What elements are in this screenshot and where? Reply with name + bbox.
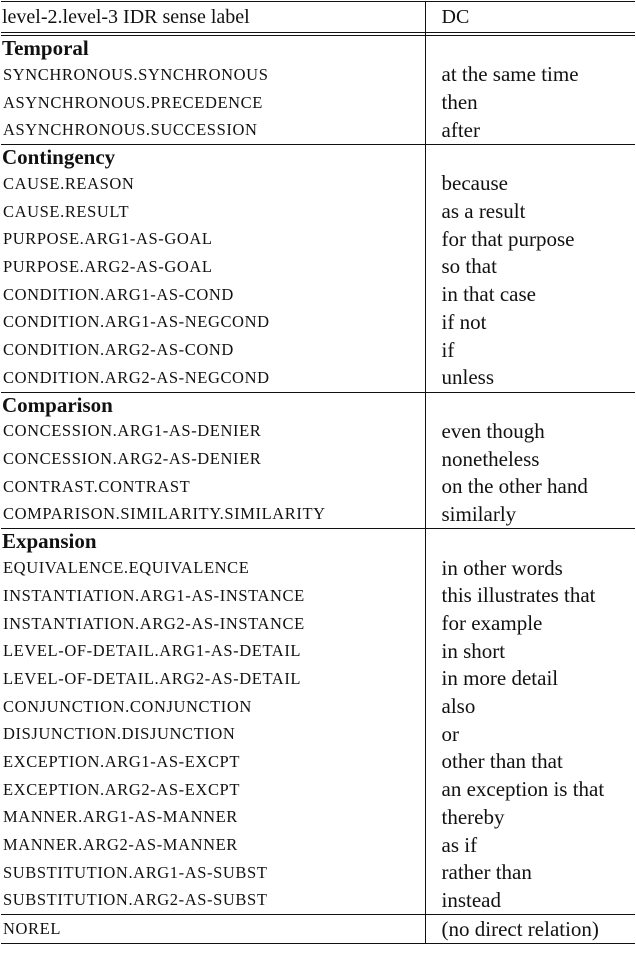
dc-value: nonetheless [441,446,540,471]
group-header-row [1,392,635,418]
table-row [1,116,635,144]
dc-value: an exception is that [441,777,605,802]
table-row [1,831,635,859]
sense-label: CAUSE.REASON [1,170,425,198]
group-header-row [1,145,635,171]
dc-value: on the other hand [441,474,588,499]
sense-label: COMPARISON.SIMILARITY.SIMILARITY [1,501,425,529]
sense-label: INSTANTIATION.ARG2-AS-INSTANCE [1,610,425,638]
header-dc: DC [425,2,635,33]
table-row [1,554,635,582]
dc-value: instead [441,887,501,912]
header-sense-label: level-2.level-3 IDR sense label [1,2,425,33]
dc-value: in more detail [441,666,559,691]
sense-label: PURPOSE.ARG2-AS-GOAL [1,253,425,281]
sense-label: CONDITION.ARG1-AS-COND [1,281,425,309]
dc-value: similarly [441,501,517,526]
table-row [1,473,635,501]
dc-value: as if [441,832,478,857]
dc-value: then [441,90,478,115]
table-row [1,582,635,610]
sense-label: EQUIVALENCE.EQUIVALENCE [1,554,425,582]
table-header-row [1,2,635,33]
group-name: Expansion [1,529,425,555]
sense-label: SYNCHRONOUS.SYNCHRONOUS [1,61,425,89]
table-row [1,887,635,915]
group-name: Contingency [1,145,425,171]
table-row [1,336,635,364]
sense-label: LEVEL-OF-DETAIL.ARG1-AS-DETAIL [1,637,425,665]
norel-row [1,915,635,944]
table-row [1,637,635,665]
group-header-row [1,36,635,62]
dc-value: after [441,117,480,142]
table-row [1,281,635,309]
sense-label: CONDITION.ARG1-AS-NEGCOND [1,309,425,337]
table-row [1,665,635,693]
sense-label: CONTRAST.CONTRAST [1,473,425,501]
dc-value: in other words [441,555,563,580]
table-body [1,2,635,944]
dc-value: even though [441,418,545,443]
table-row [1,225,635,253]
dc-value: also [441,694,476,719]
dc-value: for example [441,611,543,636]
sense-label: EXCEPTION.ARG2-AS-EXCPT [1,776,425,804]
table-row [1,418,635,446]
dc-value: rather than [441,860,532,885]
page [0,1,636,957]
table-row [1,309,635,337]
sense-label: MANNER.ARG2-AS-MANNER [1,831,425,859]
sense-label: SUBSTITUTION.ARG2-AS-SUBST [1,887,425,915]
sense-label: INSTANTIATION.ARG1-AS-INSTANCE [1,582,425,610]
sense-label: NOREL [1,915,425,944]
dc-value: as a result [441,199,526,224]
sense-label: CONCESSION.ARG1-AS-DENIER [1,418,425,446]
table-row [1,748,635,776]
table-row [1,253,635,281]
dc-value: this illustrates that [441,583,596,608]
table-row [1,610,635,638]
sense-label: CONDITION.ARG2-AS-COND [1,336,425,364]
sense-label: CAUSE.RESULT [1,198,425,226]
table-row [1,720,635,748]
table-row [1,89,635,117]
table-row [1,364,635,392]
dc-value: other than that [441,749,563,774]
dc-value: in short [441,638,506,663]
dc-value: in that case [441,282,536,307]
group-name: Temporal [1,36,425,62]
sense-label: CONCESSION.ARG2-AS-DENIER [1,445,425,473]
dc-value: because [441,171,508,196]
sense-label: MANNER.ARG1-AS-MANNER [1,804,425,832]
table-row [1,445,635,473]
sense-label: ASYNCHRONOUS.SUCCESSION [1,116,425,144]
group-header-row [1,529,635,555]
dc-value: so that [441,254,497,279]
sense-label: CONDITION.ARG2-AS-NEGCOND [1,364,425,392]
table-row [1,859,635,887]
dc-value: if not [441,309,487,334]
idr-sense-table [1,1,635,944]
sense-label: CONJUNCTION.CONJUNCTION [1,693,425,721]
table-row [1,61,635,89]
sense-label: DISJUNCTION.DISJUNCTION [1,720,425,748]
dc-value: thereby [441,804,505,829]
dc-value: unless [441,365,494,390]
sense-label: ASYNCHRONOUS.PRECEDENCE [1,89,425,117]
dc-value: (no direct relation) [425,915,635,944]
sense-label: PURPOSE.ARG1-AS-GOAL [1,225,425,253]
table-row [1,501,635,529]
sense-label: SUBSTITUTION.ARG1-AS-SUBST [1,859,425,887]
group-name: Comparison [1,392,425,418]
table-row [1,776,635,804]
table-row [1,198,635,226]
table-row [1,693,635,721]
table-row [1,804,635,832]
dc-value: if [441,337,455,362]
sense-label: LEVEL-OF-DETAIL.ARG2-AS-DETAIL [1,665,425,693]
dc-value: or [441,721,459,746]
dc-value: at the same time [441,62,579,87]
table-row [1,170,635,198]
sense-label: EXCEPTION.ARG1-AS-EXCPT [1,748,425,776]
dc-value: for that purpose [441,226,575,251]
